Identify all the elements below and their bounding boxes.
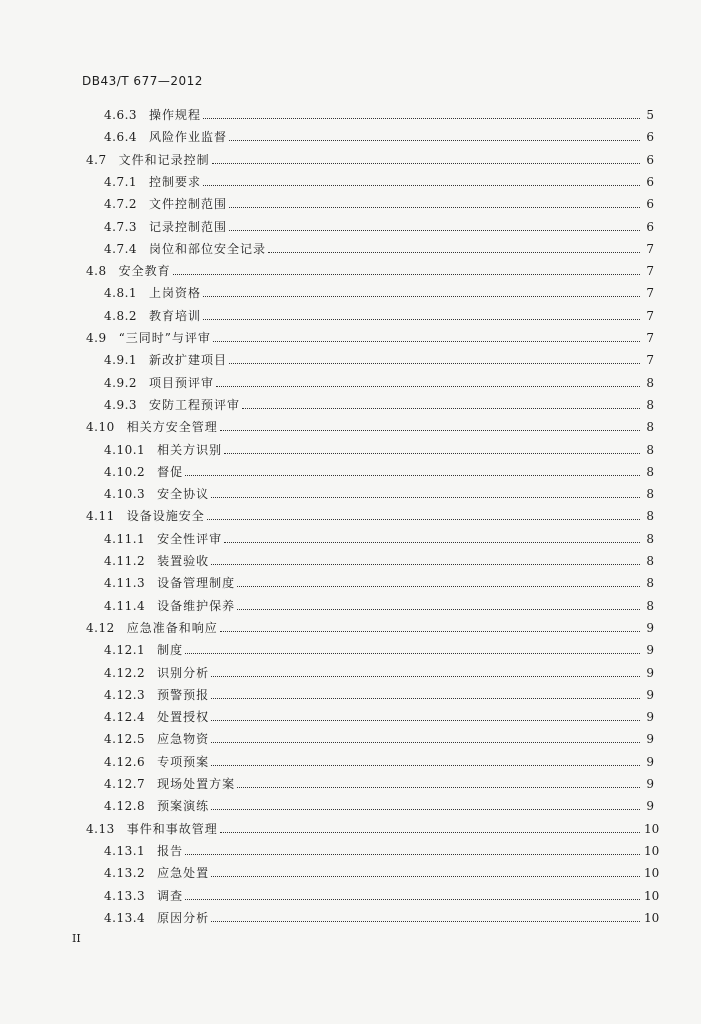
toc-entry-title: 上岗资格 xyxy=(149,286,202,301)
dot-leader xyxy=(268,251,640,253)
toc-entry xyxy=(86,818,660,836)
toc-entry-number: 4.12.8 xyxy=(104,799,146,814)
toc-entry xyxy=(104,728,654,746)
toc-entry-page: 9 xyxy=(646,665,654,680)
dot-leader xyxy=(216,385,640,387)
toc-entry-number: 4.10.1 xyxy=(104,442,146,457)
toc-entry-number: 4.7 xyxy=(86,152,107,167)
toc-entry-number: 4.12.1 xyxy=(104,643,146,658)
dot-leader xyxy=(211,697,640,699)
toc-entry-page: 9 xyxy=(646,643,654,658)
dot-leader xyxy=(203,295,640,297)
toc-entry xyxy=(104,662,654,680)
toc-entry-title: 调查 xyxy=(157,888,184,903)
dot-leader xyxy=(220,831,640,833)
toc-entry-number: 4.13 xyxy=(86,821,115,836)
toc-entry-title: 装置验收 xyxy=(157,554,210,568)
dot-leader xyxy=(211,496,640,498)
toc-entry-title: 识别分析 xyxy=(157,665,210,680)
toc-entry-number: 4.7.4 xyxy=(104,241,138,256)
toc-entry-number: 4.6.3 xyxy=(104,108,138,122)
toc-entry-title: 报告 xyxy=(157,843,184,858)
toc-entry-number: 4.9.3 xyxy=(104,397,138,412)
toc-entry-title: 事件和事故管理 xyxy=(126,821,218,836)
toc-entry xyxy=(104,862,660,881)
toc-entry-number: 4.13.3 xyxy=(104,888,146,903)
toc-entry xyxy=(104,439,654,457)
toc-entry-number: 4.9 xyxy=(86,331,107,345)
toc-entry-title: 新改扩建项目 xyxy=(149,353,228,368)
toc-entry xyxy=(104,907,660,925)
toc-entry-title: 风险作业监督 xyxy=(149,130,228,145)
toc-entry-page: 10 xyxy=(644,843,660,858)
toc-entry-page: 9 xyxy=(646,687,654,702)
toc-entry-title: 操作规程 xyxy=(149,108,202,122)
toc-entry-page: 8 xyxy=(646,375,654,390)
toc-entry-number: 4.12.7 xyxy=(104,777,146,791)
dot-leader xyxy=(229,139,640,141)
toc-entry-number: 4.8.2 xyxy=(104,308,138,323)
toc-entry-number: 4.8 xyxy=(86,264,107,279)
toc-entry-title: 相关方安全管理 xyxy=(126,420,218,435)
toc-entry-title: 安全协议 xyxy=(157,487,210,502)
dot-leader xyxy=(242,407,640,409)
toc-entry-title: 文件和记录控制 xyxy=(118,152,210,167)
dot-leader xyxy=(211,920,640,922)
toc-entry-page: 9 xyxy=(646,620,654,635)
toc-entry-page: 8 xyxy=(646,554,654,568)
toc-entry-page: 7 xyxy=(646,286,654,301)
toc-entry-title: “三同时”与评审 xyxy=(118,331,211,345)
toc-entry-page: 8 xyxy=(646,397,654,412)
document-header: DB43/T 677—2012 xyxy=(82,74,203,88)
dot-leader xyxy=(237,585,640,587)
toc-entry-page: 9 xyxy=(646,754,654,769)
toc-entry-page: 8 xyxy=(646,420,654,435)
toc-entry-title: 教育培训 xyxy=(149,308,202,323)
dot-leader xyxy=(220,429,640,431)
dot-leader xyxy=(211,563,640,565)
toc-entry xyxy=(104,639,654,657)
toc-entry-page: 10 xyxy=(644,866,660,881)
toc-entry-page: 8 xyxy=(646,576,654,591)
dot-leader xyxy=(211,719,640,721)
dot-leader xyxy=(211,675,640,677)
toc-entry xyxy=(104,238,654,256)
toc-entry-title: 现场处置方案 xyxy=(157,777,236,791)
dot-leader xyxy=(185,853,640,855)
toc-entry-number: 4.12.3 xyxy=(104,687,146,702)
toc-entry xyxy=(86,149,654,167)
toc-entry xyxy=(104,216,654,234)
toc-entry xyxy=(104,305,654,323)
toc-entry-page: 6 xyxy=(646,130,654,145)
toc-entry-title: 原因分析 xyxy=(157,910,210,925)
toc-entry-number: 4.13.4 xyxy=(104,910,146,925)
dot-leader xyxy=(229,206,640,208)
toc-entry-page: 8 xyxy=(646,487,654,502)
toc-entry xyxy=(104,706,654,724)
toc-entry-number: 4.12.5 xyxy=(104,732,146,747)
toc-entry-page: 5 xyxy=(646,108,654,122)
toc-entry xyxy=(104,773,654,791)
toc-entry-page: 7 xyxy=(646,331,654,345)
toc-entry-number: 4.7.1 xyxy=(104,174,138,189)
toc-entry-title: 应急准备和响应 xyxy=(126,620,218,635)
toc-entry xyxy=(86,617,654,635)
toc-entry xyxy=(86,327,654,345)
toc-entry-page: 8 xyxy=(646,509,654,524)
toc-entry-page: 9 xyxy=(646,710,654,725)
toc-entry-page: 8 xyxy=(646,442,654,457)
toc-entry xyxy=(86,505,654,523)
toc-entry-number: 4.7.3 xyxy=(104,219,138,234)
dot-leader xyxy=(237,608,640,610)
toc-entry xyxy=(104,572,654,590)
toc-entry-page: 9 xyxy=(646,799,654,814)
toc-entry-number: 4.10 xyxy=(86,420,115,435)
toc-entry xyxy=(104,193,654,211)
toc-entry xyxy=(104,684,654,702)
dot-leader xyxy=(211,741,640,743)
dot-leader xyxy=(220,630,640,632)
toc-entry-number: 4.11.4 xyxy=(104,598,146,613)
toc-entry-page: 9 xyxy=(646,732,654,747)
toc-entry-page: 10 xyxy=(644,821,660,836)
toc-entry-title: 项目预评审 xyxy=(149,375,215,390)
toc-entry-title: 专项预案 xyxy=(157,754,210,769)
toc-entry-title: 岗位和部位安全记录 xyxy=(149,241,267,256)
toc-entry-title: 预警预报 xyxy=(157,687,210,702)
toc-entry xyxy=(104,795,654,813)
toc-entry-number: 4.12.6 xyxy=(104,754,146,769)
toc-entry xyxy=(104,372,654,390)
toc-entry-number: 4.11.2 xyxy=(104,554,146,568)
toc-entry-number: 4.10.2 xyxy=(104,464,146,479)
toc-entry-page: 8 xyxy=(646,464,654,479)
dot-leader xyxy=(203,184,640,186)
toc-entry-title: 控制要求 xyxy=(149,174,202,189)
toc-entry xyxy=(86,260,654,278)
toc-entry-number: 4.9.2 xyxy=(104,375,138,390)
toc-entry xyxy=(104,885,660,903)
toc-entry-title: 预案演练 xyxy=(157,799,210,814)
toc-entry xyxy=(104,126,654,144)
toc-entry-number: 4.10.3 xyxy=(104,487,146,502)
toc-entry-number: 4.12.4 xyxy=(104,710,146,725)
toc-entry-number: 4.8.1 xyxy=(104,286,138,301)
toc-entry xyxy=(104,751,654,769)
toc-entry-title: 督促 xyxy=(157,464,184,479)
toc-entry-page: 10 xyxy=(644,910,660,925)
toc-entry-title: 记录控制范围 xyxy=(149,219,228,234)
toc-entry-title: 设备设施安全 xyxy=(126,509,205,524)
toc-entry-page: 7 xyxy=(646,308,654,323)
toc-entry-number: 4.11.3 xyxy=(104,576,146,591)
toc-entry-number: 4.11 xyxy=(86,509,115,524)
dot-leader xyxy=(211,764,640,766)
dot-leader xyxy=(203,318,640,320)
dot-leader xyxy=(224,452,640,454)
toc-entry-title: 处置授权 xyxy=(157,710,210,725)
dot-leader xyxy=(211,875,640,877)
toc-entry xyxy=(104,282,654,300)
dot-leader xyxy=(203,117,640,119)
toc-entry xyxy=(104,840,660,858)
toc-entry-number: 4.11.1 xyxy=(104,531,146,546)
toc-entry-page: 6 xyxy=(646,219,654,234)
toc-entry-page: 7 xyxy=(646,264,654,279)
toc-entry-page: 9 xyxy=(646,777,654,791)
toc-entry xyxy=(104,349,654,367)
dot-leader xyxy=(213,340,640,342)
toc-entry-page: 6 xyxy=(646,174,654,189)
toc-entry-number: 4.6.4 xyxy=(104,130,138,145)
toc-entry-title: 设备维护保养 xyxy=(157,598,236,613)
dot-leader xyxy=(185,898,640,900)
toc-entry-page: 7 xyxy=(646,241,654,256)
dot-leader xyxy=(229,229,640,231)
toc-entry-title: 文件控制范围 xyxy=(149,197,228,212)
dot-leader xyxy=(211,808,640,810)
toc-entry-page: 10 xyxy=(644,888,660,903)
toc-entry xyxy=(104,461,654,479)
dot-leader xyxy=(224,541,640,543)
toc-entry xyxy=(104,595,654,613)
dot-leader xyxy=(173,273,640,275)
toc-entry xyxy=(104,528,654,546)
toc-entry-number: 4.13.2 xyxy=(104,866,146,881)
toc-entry-number: 4.7.2 xyxy=(104,197,138,212)
toc-entry-number: 4.13.1 xyxy=(104,843,146,858)
toc-entry-title: 制度 xyxy=(157,643,184,658)
page-number-footer: II xyxy=(72,932,81,945)
toc-entry-number: 4.12.2 xyxy=(104,665,146,680)
toc-entry-number: 4.12 xyxy=(86,620,115,635)
toc-entry-title: 安全教育 xyxy=(118,264,171,279)
toc-entry xyxy=(104,550,654,568)
dot-leader xyxy=(212,162,640,164)
toc-entry-page: 8 xyxy=(646,598,654,613)
toc-entry-page: 6 xyxy=(646,197,654,212)
toc-entry-title: 安防工程预评审 xyxy=(149,397,241,412)
dot-leader xyxy=(237,786,640,788)
toc-entry-page: 8 xyxy=(646,531,654,546)
toc-entry-page: 6 xyxy=(646,152,654,167)
toc-entry-title: 相关方识别 xyxy=(157,442,223,457)
toc-entry xyxy=(86,416,654,434)
toc-entry-title: 设备管理制度 xyxy=(157,576,236,591)
dot-leader xyxy=(207,518,640,520)
toc-entry xyxy=(104,104,654,122)
toc-entry xyxy=(104,483,654,501)
toc-entry-number: 4.9.1 xyxy=(104,353,138,368)
dot-leader xyxy=(229,362,640,364)
toc-entry-page: 7 xyxy=(646,353,654,368)
toc-entry xyxy=(104,394,654,412)
dot-leader xyxy=(185,474,640,476)
toc-entry-title: 应急物资 xyxy=(157,732,210,747)
dot-leader xyxy=(185,652,640,654)
toc-entry-title: 安全性评审 xyxy=(157,531,223,546)
toc-entry xyxy=(104,171,654,189)
toc-entry-title: 应急处置 xyxy=(157,866,210,881)
